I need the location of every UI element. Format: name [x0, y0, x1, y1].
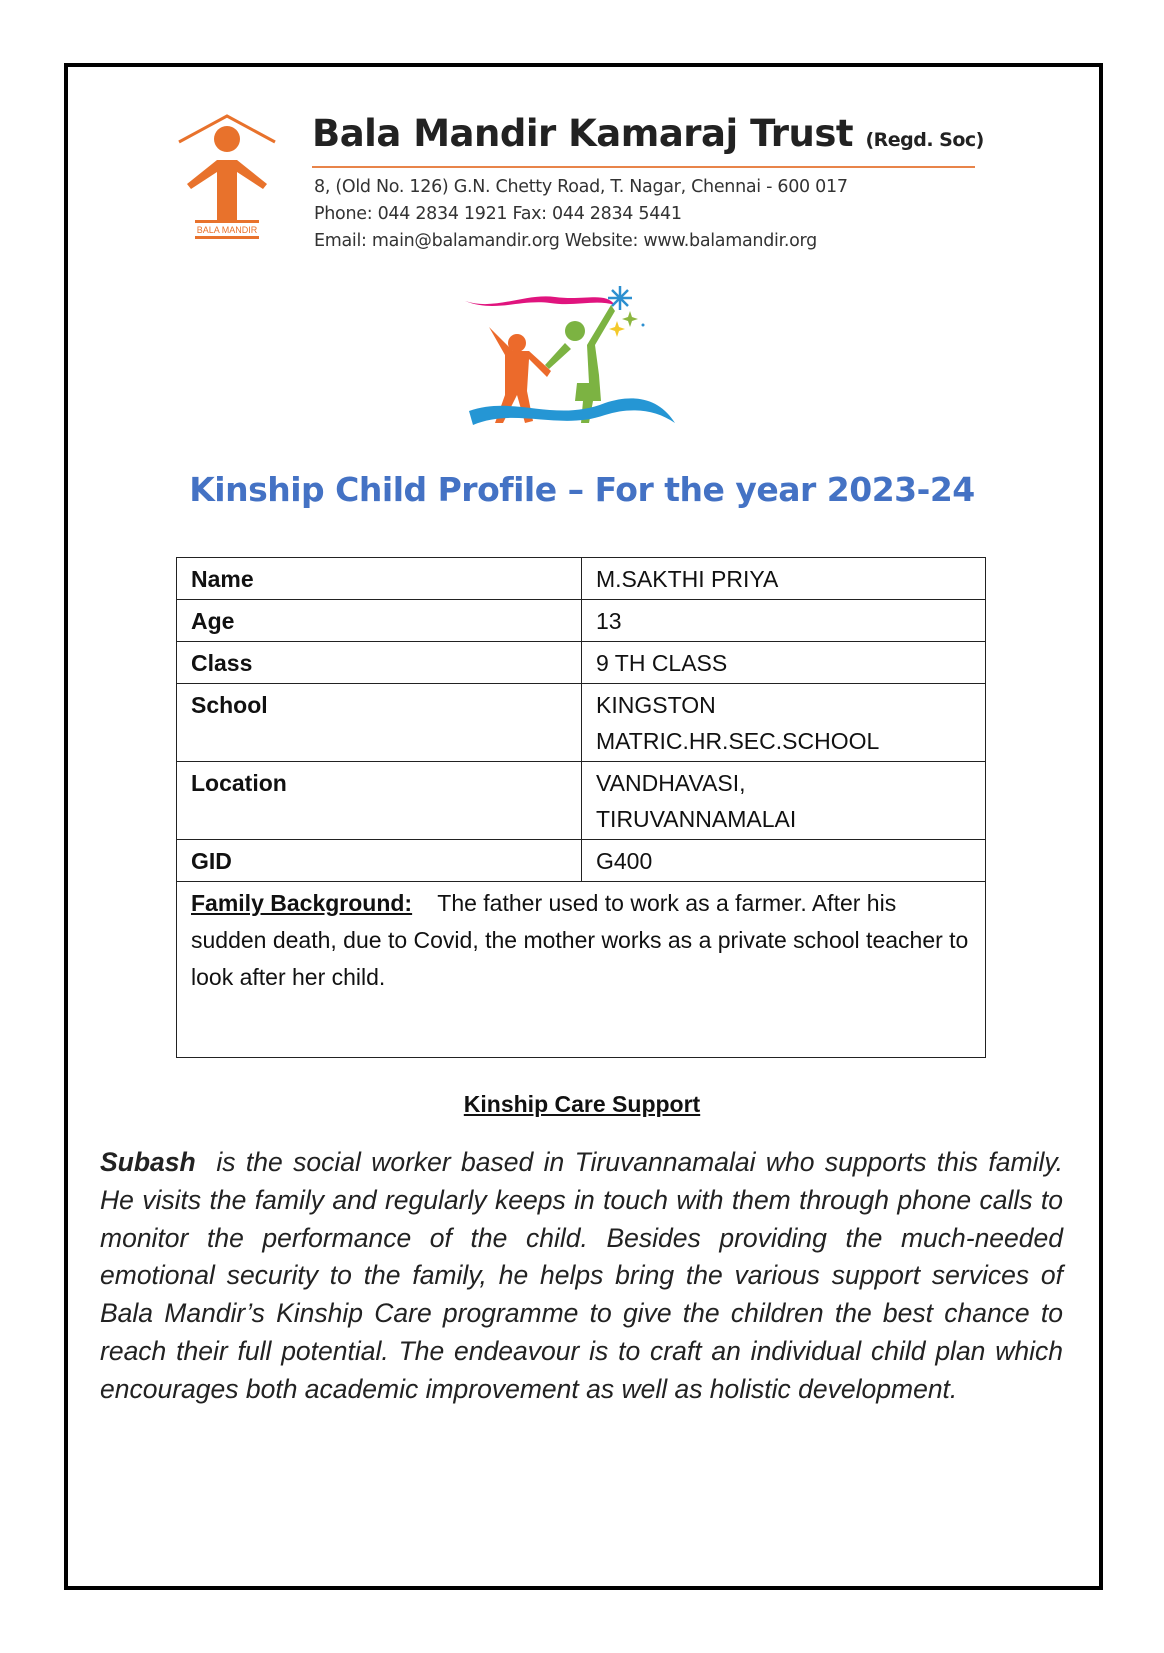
field-label: Age — [177, 600, 582, 642]
org-phone-fax: Phone: 044 2834 1921 Fax: 044 2834 5441 — [314, 204, 682, 224]
table-row — [177, 558, 986, 600]
field-label: Name — [177, 558, 582, 600]
org-registration: (Regd. Soc) — [865, 129, 984, 151]
social-worker-name: Subash — [100, 1147, 196, 1177]
kinship-care-support-text — [100, 1144, 1063, 1409]
family-background-text: The father used to work as a farmer. After his sudden death, due to Covid, the mother works as a private school teacher to look after her child. — [191, 890, 969, 990]
field-value-school — [582, 684, 986, 762]
location-line-2: TIRUVANNAMALAI — [596, 806, 797, 832]
family-background-cell — [177, 882, 986, 1058]
field-label: GID — [177, 840, 582, 882]
page-title: Kinship Child Profile – For the year 2023-24 — [189, 470, 975, 509]
school-line-1: KINGSTON — [596, 692, 716, 718]
children-illustration-icon — [465, 283, 695, 443]
table-row — [177, 642, 986, 684]
family-background-label: Family Background: — [191, 890, 413, 916]
bala-mandir-logo-icon — [177, 112, 277, 252]
child-profile-table — [176, 557, 986, 1058]
field-value-name: M.SAKTHI PRIYA — [582, 558, 986, 600]
field-value-gid: G400 — [582, 840, 986, 882]
organization-name — [312, 112, 984, 155]
org-address: 8, (Old No. 126) G.N. Chetty Road, T. Nagar, Chennai - 600 017 — [314, 177, 848, 197]
field-label: School — [177, 684, 582, 762]
table-row — [177, 762, 986, 840]
family-background-row — [177, 882, 986, 1058]
org-name-text: Bala Mandir Kamaraj Trust — [312, 112, 854, 155]
field-value-class: 9 TH CLASS — [582, 642, 986, 684]
field-value-age: 13 — [582, 600, 986, 642]
org-email-website: Email: main@balamandir.org Website: www.balamandir.org — [314, 231, 817, 251]
location-line-1: VANDHAVASI, — [596, 770, 746, 796]
table-row — [177, 840, 986, 882]
table-row — [177, 600, 986, 642]
school-line-2: MATRIC.HR.SEC.SCHOOL — [596, 728, 880, 754]
kinship-care-support-heading: Kinship Care Support — [463, 1091, 701, 1117]
table-row — [177, 684, 986, 762]
field-label: Class — [177, 642, 582, 684]
svg-text:BALA MANDIR: BALA MANDIR — [196, 225, 258, 235]
support-description: is the social worker based in Tiruvannamalai who supports this family. He visits the family and regularly keeps in touch with them through phone calls to monitor the performance of the child. Besides providing the much-needed emotional security to the family, he helps bring the various support services of Bala Mandir’s Kinship Care programme to give the children the best chance to reach their full potential. The endeavour is to craft an individual child plan which encourages both academic improvement as well as holistic development. — [100, 1147, 1063, 1404]
field-value-location — [582, 762, 986, 840]
field-label: Location — [177, 762, 582, 840]
header-divider — [312, 166, 975, 168]
